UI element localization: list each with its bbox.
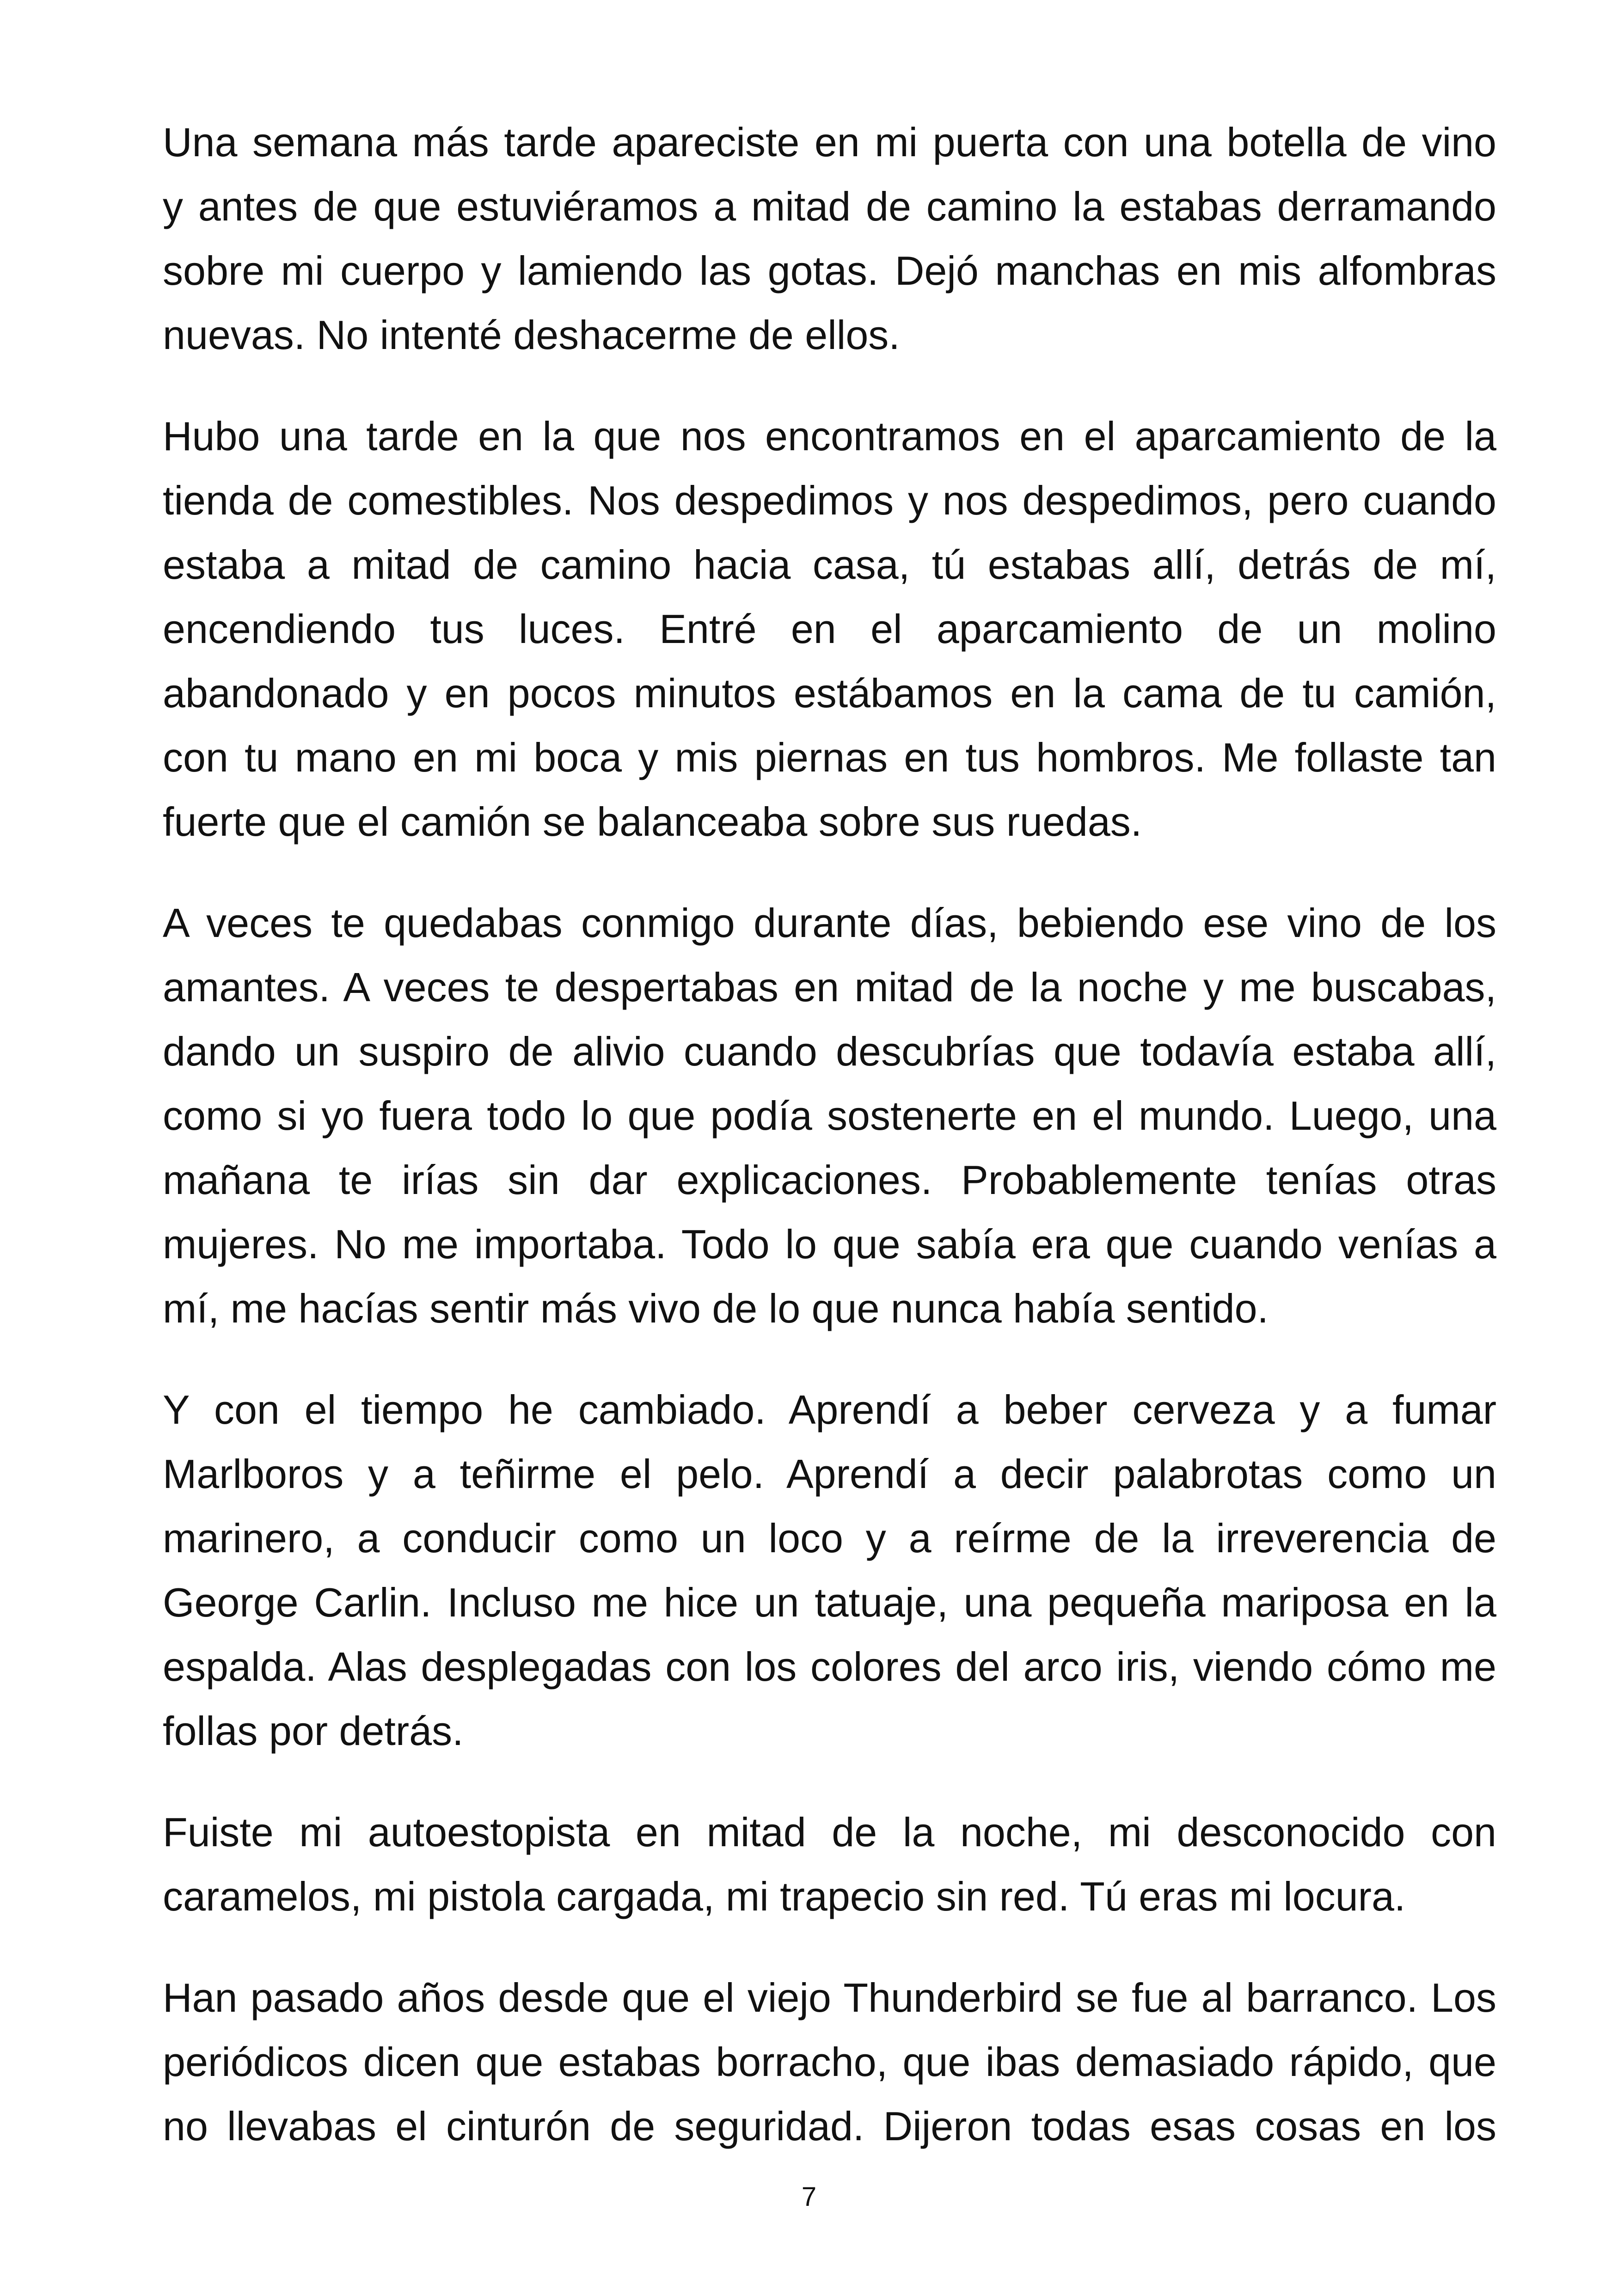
text-line: follas por detrás. <box>163 1708 464 1754</box>
text-line: Han pasado años desde que el viejo Thunderbird se fue al barranco. Los <box>163 1975 1496 2020</box>
text-line: fuerte que el camión se balanceaba sobre sus ruedas. <box>163 799 1142 845</box>
text-line: Marlboros y a teñirme el pelo. Aprendí a decir palabrotas como un <box>163 1451 1496 1497</box>
text-line: abandonado y en pocos minutos estábamos en la cama de tu camión, <box>163 670 1496 716</box>
text-line: y antes de que estuviéramos a mitad de camino la estabas derramando <box>163 184 1496 229</box>
text-line: estaba a mitad de camino hacia casa, tú estabas allí, detrás de mí, <box>163 542 1496 588</box>
text-line: periódicos dicen que estabas borracho, que ibas demasiado rápido, que <box>163 2039 1496 2085</box>
text-line: mí, me hacías sentir más vivo de lo que nunca había sentido. <box>163 1286 1269 1331</box>
paragraph-6 <box>163 1965 1496 2158</box>
text-line: A veces te quedabas conmigo durante días, bebiendo ese vino de los <box>163 900 1496 946</box>
page-number: 7 <box>801 2182 817 2212</box>
body-text <box>163 110 1496 2195</box>
text-line: caramelos, mi pistola cargada, mi trapecio sin red. Tú eras mi locura. <box>163 1874 1406 1919</box>
text-line: con tu mano en mi boca y mis piernas en tus hombros. Me follaste tan <box>163 735 1496 780</box>
text-line: dando un suspiro de alivio cuando descubrías que todavía estaba allí, <box>163 1029 1496 1074</box>
text-line: nuevas. No intenté deshacerme de ellos. <box>163 312 900 358</box>
text-line: George Carlin. Incluso me hice un tatuaje, una pequeña mariposa en la <box>163 1580 1496 1625</box>
text-line: no llevabas el cinturón de seguridad. Dijeron todas esas cosas en los <box>163 2103 1496 2149</box>
text-line: mañana te irías sin dar explicaciones. Probablemente tenías otras <box>163 1157 1496 1203</box>
paragraph-2 <box>163 404 1496 854</box>
paragraph-4 <box>163 1378 1496 1763</box>
text-line: sobre mi cuerpo y lamiendo las gotas. Dejó manchas en mis alfombras <box>163 248 1496 294</box>
text-line: como si yo fuera todo lo que podía sostenerte en el mundo. Luego, una <box>163 1093 1496 1139</box>
text-line: Y con el tiempo he cambiado. Aprendí a beber cerveza y a fumar <box>163 1387 1496 1433</box>
text-line: encendiendo tus luces. Entré en el aparcamiento de un molino <box>163 606 1496 652</box>
text-line: Fuiste mi autoestopista en mitad de la noche, mi desconocido con <box>163 1809 1496 1855</box>
text-line: Hubo una tarde en la que nos encontramos en el aparcamiento de la <box>163 413 1496 459</box>
text-line: tienda de comestibles. Nos despedimos y nos despedimos, pero cuando <box>163 478 1496 523</box>
text-line: Una semana más tarde apareciste en mi puerta con una botella de vino <box>163 119 1496 165</box>
text-line: amantes. A veces te despertabas en mitad de la noche y me buscabas, <box>163 964 1496 1010</box>
text-line: marinero, a conducir como un loco y a reírme de la irreverencia de <box>163 1515 1496 1561</box>
paragraph-1 <box>163 110 1496 367</box>
text-line: mujeres. No me importaba. Todo lo que sabía era que cuando venías a <box>163 1221 1496 1267</box>
text-line: espalda. Alas desplegadas con los colores del arco iris, viendo cómo me <box>163 1644 1496 1690</box>
paragraph-3 <box>163 891 1496 1341</box>
paragraph-5 <box>163 1800 1496 1929</box>
